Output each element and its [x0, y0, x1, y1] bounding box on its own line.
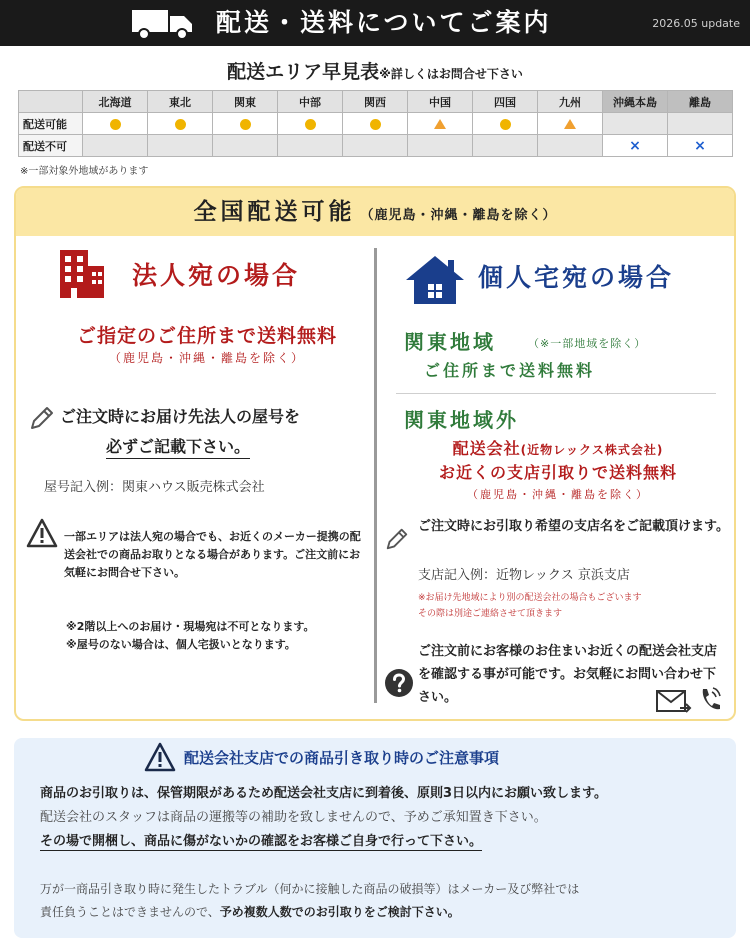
area-table-header-row	[19, 91, 733, 113]
area-table-note: ※一部対象外地域があります	[20, 166, 149, 177]
corporate-note-1: ※2階以上へのお届け・現場宛は不可となります。	[66, 620, 315, 633]
pencil-icon	[384, 526, 410, 552]
caution-line-5-prefix: 責任負うことはできませんので、	[40, 905, 220, 919]
corporate-free-shipping: ご指定のご住所まで送料無料	[76, 325, 337, 347]
available-mark	[305, 119, 316, 130]
area-cell	[538, 135, 603, 157]
region-header: 中部	[278, 91, 343, 113]
pencil-icon	[28, 404, 56, 432]
available-mark	[370, 119, 381, 130]
area-cell	[603, 113, 668, 135]
available-mark	[175, 119, 186, 130]
corporate-free-note: （鹿児島・沖縄・離島を除く）	[108, 351, 305, 365]
area-cell	[473, 113, 538, 135]
mail-icon	[656, 688, 692, 714]
house-icon	[404, 254, 466, 306]
row-label: 配送不可	[19, 135, 83, 157]
personal-title: 個人宅宛の場合	[478, 263, 675, 292]
personal-example: 支店記入例：近物レックス 京浜支店	[418, 568, 630, 583]
area-cell	[408, 135, 473, 157]
delivery-company-prefix: 配送会社	[452, 439, 521, 458]
caution-line-3: その場で開梱し、商品に傷がないかの確認をお客様ご自身で行って下さい。	[40, 830, 482, 851]
page-title: 配送・送料についてご案内	[216, 8, 552, 37]
question-icon	[384, 668, 414, 698]
region-header: 関東	[213, 91, 278, 113]
header-bar	[0, 0, 750, 46]
nationwide-subtitle: （鹿児島・沖縄・離島を除く）	[360, 208, 557, 223]
area-table-heading: 配送エリア早見表	[227, 61, 380, 83]
warning-icon	[26, 518, 58, 548]
corporate-instruction-2: 必ずご記載下さい。	[106, 434, 250, 459]
corporate-example: 屋号記入例：関東ハウス販売株式会社	[44, 480, 265, 495]
available-mark	[110, 119, 121, 130]
caution-line-1: 商品のお引取りは、保管期限があるため配送会社支店に到着後、原則3日以内にお願い致します。	[40, 786, 608, 801]
area-cell	[473, 135, 538, 157]
area-cell	[668, 113, 733, 135]
caution-section	[14, 738, 736, 938]
building-icon	[56, 248, 108, 300]
area-cell	[343, 113, 408, 135]
personal-alt-note	[418, 590, 736, 622]
partial-mark	[564, 119, 576, 129]
available-mark	[240, 119, 251, 130]
outer-free-note: （鹿児島・沖縄・離島を除く）	[467, 488, 649, 501]
area-cell	[278, 135, 343, 157]
nationwide-title: 全国配送可能	[193, 199, 356, 225]
area-cell	[603, 135, 668, 157]
area-cell	[668, 135, 733, 157]
area-table-row	[19, 113, 733, 135]
caution-line-5-bold: 予め複数人数でのお引取りをご検討下さい。	[219, 905, 460, 919]
unavailable-mark: ×	[629, 137, 641, 154]
area-table-corner	[19, 91, 83, 113]
corporate-instruction-1: ご注文時にお届け先法人の屋号を	[60, 407, 301, 426]
area-table	[18, 90, 733, 157]
nationwide-header	[16, 188, 734, 236]
region-header: 関西	[343, 91, 408, 113]
area-cell	[408, 113, 473, 135]
area-table-heading-note: ※詳しくはお問合せ下さい	[379, 67, 523, 81]
area-cell	[538, 113, 603, 135]
corporate-notes	[66, 618, 372, 654]
corporate-note-2: ※屋号のない場合は、個人宅扱いとなります。	[66, 638, 296, 651]
kanto-note: （※一部地域を除く）	[528, 337, 647, 350]
delivery-company	[378, 436, 736, 459]
area-cell	[278, 113, 343, 135]
region-header: 四国	[473, 91, 538, 113]
personal-alt-note-1: ※お届け先地域により別の配送会社の場合もございます	[418, 593, 642, 603]
partial-mark	[434, 119, 446, 129]
phone-icon	[698, 686, 722, 712]
area-table-row	[19, 135, 733, 157]
caution-line-5	[40, 903, 460, 920]
region-header: 北海道	[83, 91, 148, 113]
warning-icon	[144, 742, 176, 772]
corporate-title: 法人宛の場合	[132, 261, 301, 290]
area-cell	[343, 135, 408, 157]
row-label: 配送可能	[19, 113, 83, 135]
nationwide-section	[14, 186, 736, 721]
region-header: 沖縄本島	[603, 91, 668, 113]
personal-instruction: ご注文時にお引取り希望の支店名をご記載頂けます。	[418, 519, 729, 534]
area-cell	[213, 113, 278, 135]
unavailable-mark: ×	[694, 137, 706, 154]
area-cell	[83, 135, 148, 157]
column-divider	[374, 248, 377, 703]
kanto-title: 関東地域	[404, 330, 496, 354]
area-cell	[148, 113, 213, 135]
personal-contact: ご注文前にお客様のお住まいお近くの配送会社支店を確認する事が可能です。お気軽にお問い合わせ下さい。	[418, 644, 718, 705]
area-cell	[83, 113, 148, 135]
kanto-free-shipping: ご住所まで送料無料	[424, 361, 596, 380]
region-header: 九州	[538, 91, 603, 113]
area-cell	[148, 135, 213, 157]
area-table-title	[0, 57, 750, 84]
area-cell	[213, 135, 278, 157]
region-header: 離島	[668, 91, 733, 113]
caution-line-4: 万が一商品引き取り時に発生したトラブル（何かに接触した商品の破損等）はメーカー及び弊社では	[40, 882, 580, 896]
delivery-company-name: (近物レックス株式会社)	[520, 443, 664, 457]
outer-kanto-title: 関東地域外	[404, 408, 519, 432]
truck-icon	[132, 8, 194, 40]
region-header: 東北	[148, 91, 213, 113]
personal-alt-note-2: その際は別途ご連絡させて頂きます	[418, 609, 563, 619]
caution-line-2: 配送会社のスタッフは商品の運搬等の補助を致しませんので、予めご承知置き下さい。	[40, 810, 547, 825]
region-header: 中国	[408, 91, 473, 113]
corporate-warning: 一部エリアは法人宛の場合でも、お近くのメーカー提携の配送会社での商品お取りとなる場合があります。ご注文前にお気軽にお問合せ下さい。	[64, 530, 361, 579]
available-mark	[500, 119, 511, 130]
update-date: 2026.05 update	[652, 17, 740, 30]
outer-free-shipping: お近くの支店引取りで送料無料	[438, 463, 677, 482]
caution-title: 配送会社支店での商品引き取り時のご注意事項	[184, 749, 500, 767]
section-separator	[396, 393, 716, 394]
